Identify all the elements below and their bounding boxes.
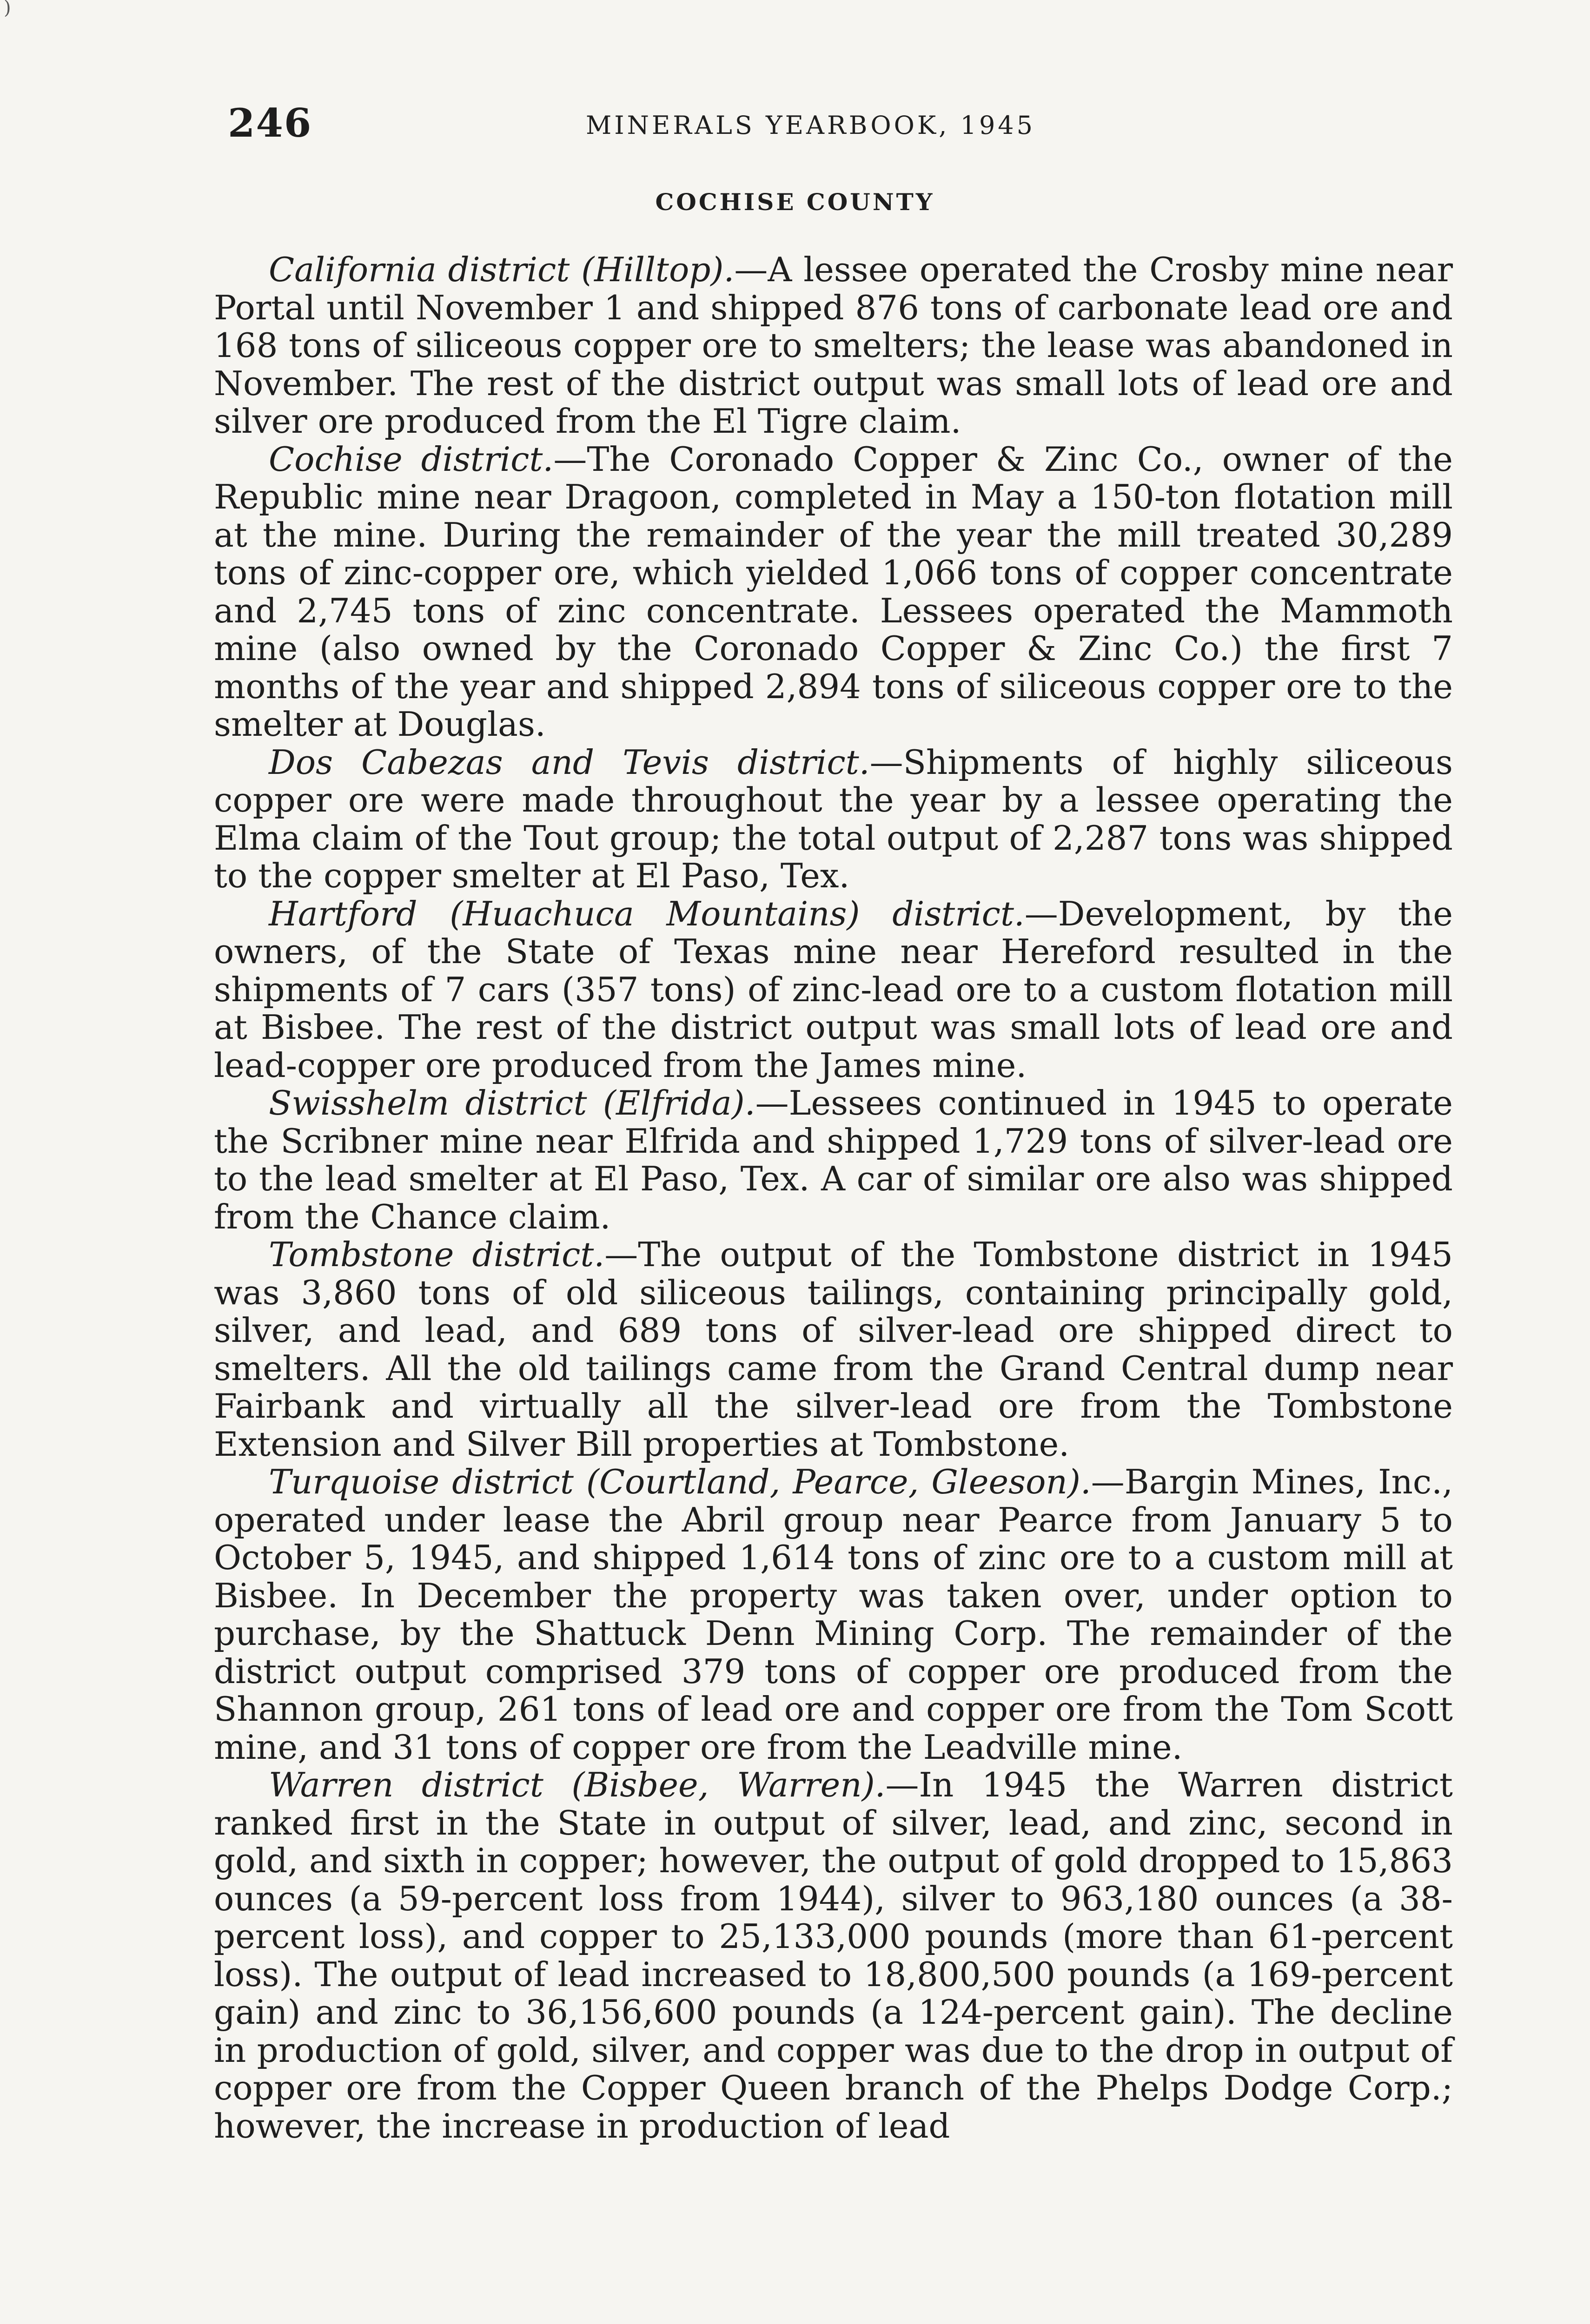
paragraph-hartford-district <box>214 895 1453 1085</box>
paragraph-heading: Hartford (Huachuca Mountains) district. <box>269 894 1025 933</box>
paragraph-text: —A lessee operated the Crosby mine near Portal until November 1 and shipped 876 tons of carbonate lead ore and 168 tons of siliceous copper ore to smelters; the lease was abandoned in November. The rest of the district output was small lots of lead ore and silver ore produced from the El Tigre claim. <box>214 250 1453 441</box>
paragraph-california-district <box>214 251 1453 441</box>
paragraph-cochise-district <box>214 441 1453 744</box>
page-number: 246 <box>228 100 312 146</box>
paragraph-heading: Warren district (Bisbee, Warren). <box>269 1765 886 1804</box>
paragraph-text: —Development, by the owners, of the State of Texas mine near Hereford resulted in the shipments of 7 cars (357 tons) of zinc-lead ore to a custom flotation mill at Bisbee. The rest of the district output was small lots of lead ore and lead-copper ore produced from the James mine. <box>214 894 1453 1085</box>
paragraph-swisshelm-district <box>214 1084 1453 1236</box>
paragraph-text: —Shipments of highly siliceous copper ore were made throughout the year by a lessee operating the Elma claim of the Tout group; the total output of 2,287 tons was shipped to the copper smelter at El Paso, Tex. <box>214 742 1453 895</box>
paragraph-warren-district <box>214 1766 1453 2145</box>
paragraph-heading: California district (Hilltop). <box>269 250 735 289</box>
running-head: MINERALS YEARBOOK, 1945 <box>586 111 1036 140</box>
paragraph-heading: Cochise district. <box>269 439 554 479</box>
body-text <box>214 251 1453 2145</box>
section-title: COCHISE COUNTY <box>655 188 935 216</box>
paragraph-heading: Swisshelm district (Elfrida). <box>269 1083 755 1122</box>
paragraph-heading: Dos Cabezas and Tevis district. <box>269 742 870 782</box>
margin-mark: ) <box>4 0 11 19</box>
paragraph-heading: Turquoise district (Courtland, Pearce, Gleeson). <box>269 1462 1091 1501</box>
paragraph-text: —The output of the Tombstone district in 1945 was 3,860 tons of old siliceous tailings, containing principally gold, silver, and lead, and 689 tons of silver-lead ore shipped direct to smelters. All the old tailings came from the Grand Central dump near Fairbank and virtually all the silver-lead ore from the Tombstone Extension and Silver Bill properties at Tombstone. <box>214 1235 1453 1464</box>
paragraph-heading: Tombstone district. <box>269 1235 605 1274</box>
paragraph-turquoise-district <box>214 1463 1453 1766</box>
paragraph-text: —Lessees continued in 1945 to operate the Scribner mine near Elfrida and shipped 1,729 tons of silver-lead ore to the lead smelter at El Paso, Tex. A car of similar ore also was shipped from the Chance claim. <box>214 1083 1453 1236</box>
paragraph-text: —The Coronado Copper & Zinc Co., owner of the Republic mine near Dragoon, completed in May a 150-ton flotation mill at the mine. During the remainder of the year the mill treated 30,289 tons of zinc-copper ore, which yielded 1,066 tons of copper concentrate and 2,745 tons of zinc concentrate. Lessees operated the Mammoth mine (also owned by the Coronado Copper & Zinc Co.) the first 7 months of the year and shipped 2,894 tons of siliceous copper ore to the smelter at Douglas. <box>214 439 1453 744</box>
paragraph-tombstone-district <box>214 1236 1453 1463</box>
paragraph-dos-cabezas-district <box>214 744 1453 895</box>
paragraph-text: —Bargin Mines, Inc., operated under lease the Abril group near Pearce from January 5 to October 5, 1945, and shipped 1,614 tons of zinc ore to a custom mill at Bisbee. In December the property was taken over, under option to purchase, by the Shattuck Denn Mining Corp. The remainder of the district output comprised 379 tons of copper ore produced from the Shannon group, 261 tons of lead ore and copper ore from the Tom Scott mine, and 31 tons of copper ore from the Leadville mine. <box>214 1462 1453 1767</box>
paragraph-text: —In 1945 the Warren district ranked first in the State in output of silver, lead, and zinc, second in gold, and sixth in copper; however, the output of gold dropped to 15,863 ounces (a 59-percent loss from 1944), silver to 963,180 ounces (a 38-percent loss), and copper to 25,133,000 pounds (more than 61-percent loss). The output of lead increased to 18,800,500 pounds (a 169-percent gain) and zinc to 36,156,600 pounds (a 124-percent gain). The decline in production of gold, silver, and copper was due to the drop in output of copper ore from the Copper Queen branch of the Phelps Dodge Corp.; however, the increase in production of lead <box>214 1765 1453 2146</box>
